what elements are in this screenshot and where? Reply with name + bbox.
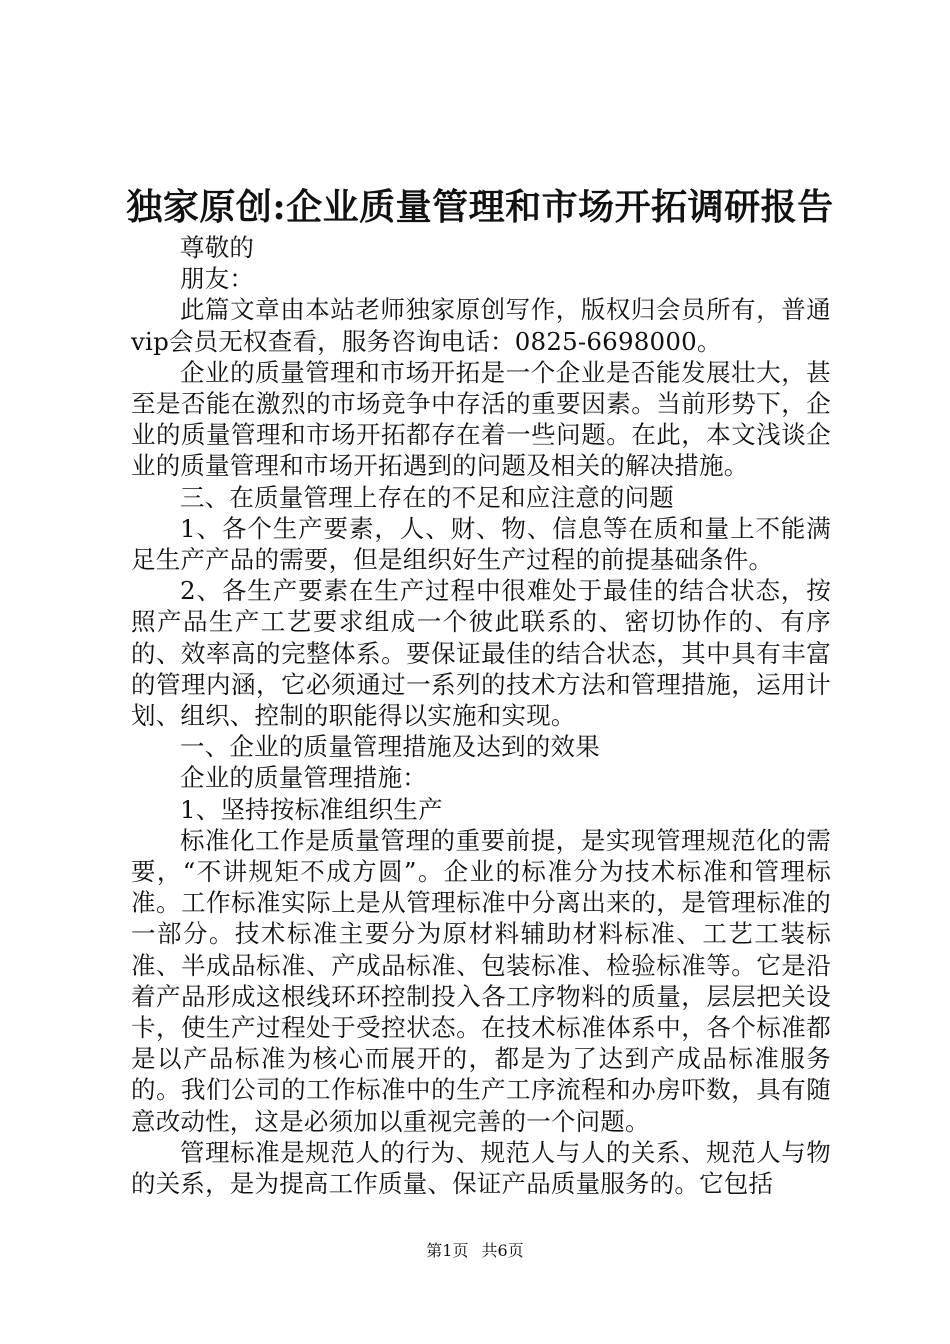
paragraph: 朋友： xyxy=(180,264,255,294)
subsection-heading: 1、坚持按标准组织生产 xyxy=(180,794,443,824)
document-title: 独家原创:企业质量管理和市场开拓调研报告 xyxy=(126,186,834,228)
document-body xyxy=(131,232,831,1199)
paragraph: 1、各个生产要素，人、财、物、信息等在质和量上不能满足生产产品的需要，但是组织好生产过程的前提基础条件。 xyxy=(131,513,831,575)
paragraph: 2、各生产要素在生产过程中很难处于最佳的结合状态，按照产品生产工艺要求组成一个彼此联系的、密切协作的、有序的、效率高的完整体系。要保证最佳的结合状态，其中具有丰富的管理内涵，它必须通过一系列的技术方法和管理措施，运用计划、组织、控制的职能得以实施和实现。 xyxy=(131,576,831,731)
page-total: 共6页 xyxy=(481,1241,524,1260)
paragraph: 此篇文章由本站老师独家原创写作，版权归会员所有，普通vip会员无权查看，服务咨询电话：0825-6698000。 xyxy=(131,295,831,356)
paragraph: 标准化工作是质量管理的重要前提，是实现管理规范化的需要，“不讲规矩不成方圆”。企业的标准分为技术标准和管理标准。工作标准实际上是从管理标准中分离出来的，是管理标准的一部分。技术标准主要分为原材料辅助材料标准、工艺工装标准、半成品标准、产成品标准、包装标准、检验标准等。它是沿着产品形成这根线环环控制投入各工序物料的质量，层层把关设卡，使生产过程处于受控状态。在技术标准体系中，各个标准都是以产品标准为核心而展开的，都是为了达到产成品标准服务的。我们公司的工作标准中的生产工序流程和办房吓数，具有随意改动性，这是必须加以重视完善的一个问题。 xyxy=(131,825,831,1136)
paragraph: 管理标准是规范人的行为、规范人与人的关系、规范人与物的关系，是为提高工作质量、保证产品质量服务的。它包括 xyxy=(131,1137,831,1199)
section-heading: 一、企业的质量管理措施及达到的效果 xyxy=(180,732,600,762)
paragraph: 企业的质量管理和市场开拓是一个企业是否能发展壮大，甚至是否能在激烈的市场竞争中存活的重要因素。当前形势下，企业的质量管理和市场开拓都存在着一些问题。在此，本文浅谈企业的质量管理和市场开拓遇到的问题及相关的解决措施。 xyxy=(131,357,831,481)
page-footer xyxy=(0,1241,950,1261)
page-number: 第1页 xyxy=(426,1241,469,1260)
section-heading: 三、在质量管理上存在的不足和应注意的问题 xyxy=(180,482,674,512)
subsection-heading: 企业的质量管理措施： xyxy=(180,763,427,793)
paragraph: 尊敬的 xyxy=(180,233,255,262)
